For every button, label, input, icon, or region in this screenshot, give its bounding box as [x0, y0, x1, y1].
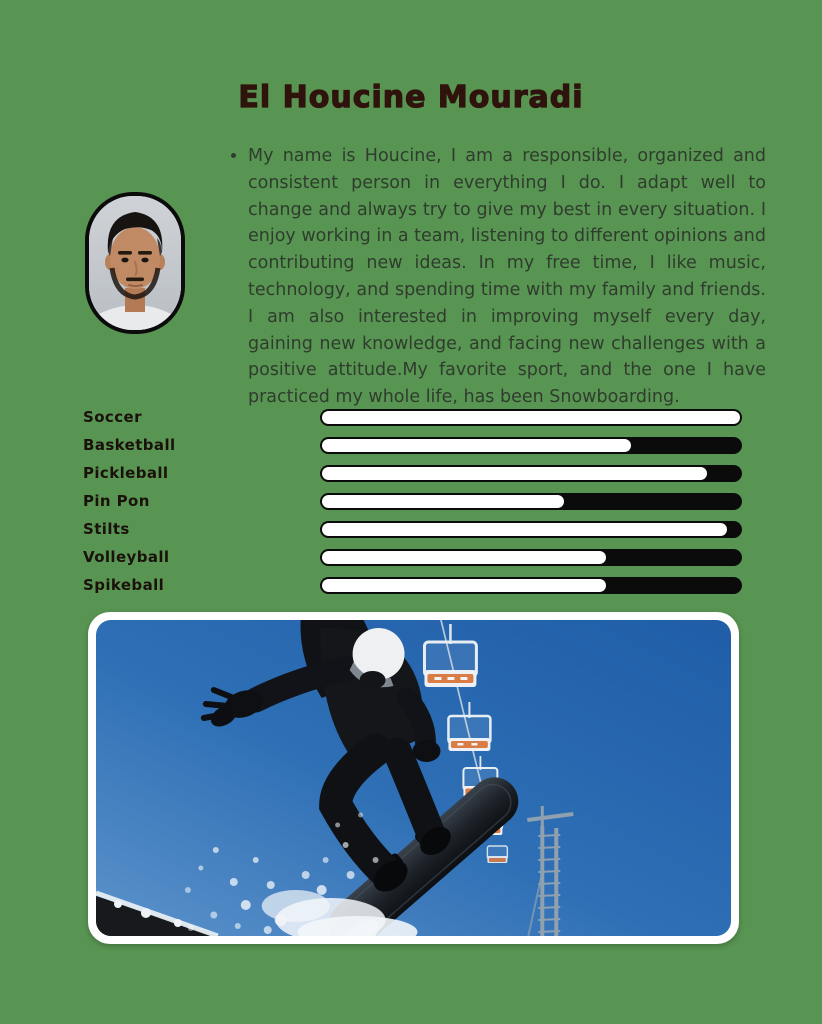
bio-section: [230, 143, 766, 411]
skill-row: [83, 515, 743, 543]
skill-bar-track: [320, 409, 742, 426]
skill-bar-fill: [322, 579, 606, 592]
skill-row: [83, 543, 743, 571]
skill-label: Spikeball: [83, 576, 165, 594]
snowboard-photo: [96, 620, 731, 936]
skill-label: Stilts: [83, 520, 130, 538]
skill-row: [83, 403, 743, 431]
skill-label: Pin Pon: [83, 492, 150, 510]
skill-row: [83, 459, 743, 487]
skill-bar-track: [320, 549, 742, 566]
bio-text: • My name is Houcine, I am a responsible, organized and consistent person in everything I do. I adapt well to change and always try to give my best in every situation. I enjoy working in a team, listening to different opinions and contributing new ideas. In my free time, I like music, technology, and spending time with my family and friends. I am also interested in improving myself every day, gaining new knowledge, and facing new challenges with a positive attitude.My favorite sport, and the one I have practiced my whole life, has been Snowboarding.: [248, 143, 766, 411]
skill-bar-track: [320, 577, 742, 594]
skill-bar-fill: [322, 523, 727, 536]
chairlift-chair: [487, 846, 507, 863]
skill-bar-track: [320, 521, 742, 538]
skill-row: [83, 487, 743, 515]
skill-label: Volleyball: [83, 548, 170, 566]
profile-photo: [85, 192, 185, 334]
skill-bar-fill: [322, 467, 707, 480]
skill-row: [83, 431, 743, 459]
profile-photo-illustration: [89, 196, 181, 330]
skills-chart: [83, 403, 743, 599]
skill-bar-fill: [322, 439, 631, 452]
skill-bar-fill: [322, 411, 740, 424]
skill-label: Soccer: [83, 408, 142, 426]
snowboarder-illustration: [96, 620, 731, 936]
skill-label: Pickleball: [83, 464, 169, 482]
skill-bar-fill: [322, 495, 564, 508]
skill-bar-track: [320, 493, 742, 510]
skill-bar-fill: [322, 551, 606, 564]
page-title: El Houcine Mouradi: [238, 80, 584, 115]
snowboard-photo-frame: [88, 612, 739, 944]
skill-row: [83, 571, 743, 599]
skill-bar-track: [320, 437, 742, 454]
skill-bar-track: [320, 465, 742, 482]
skill-label: Basketball: [83, 436, 176, 454]
